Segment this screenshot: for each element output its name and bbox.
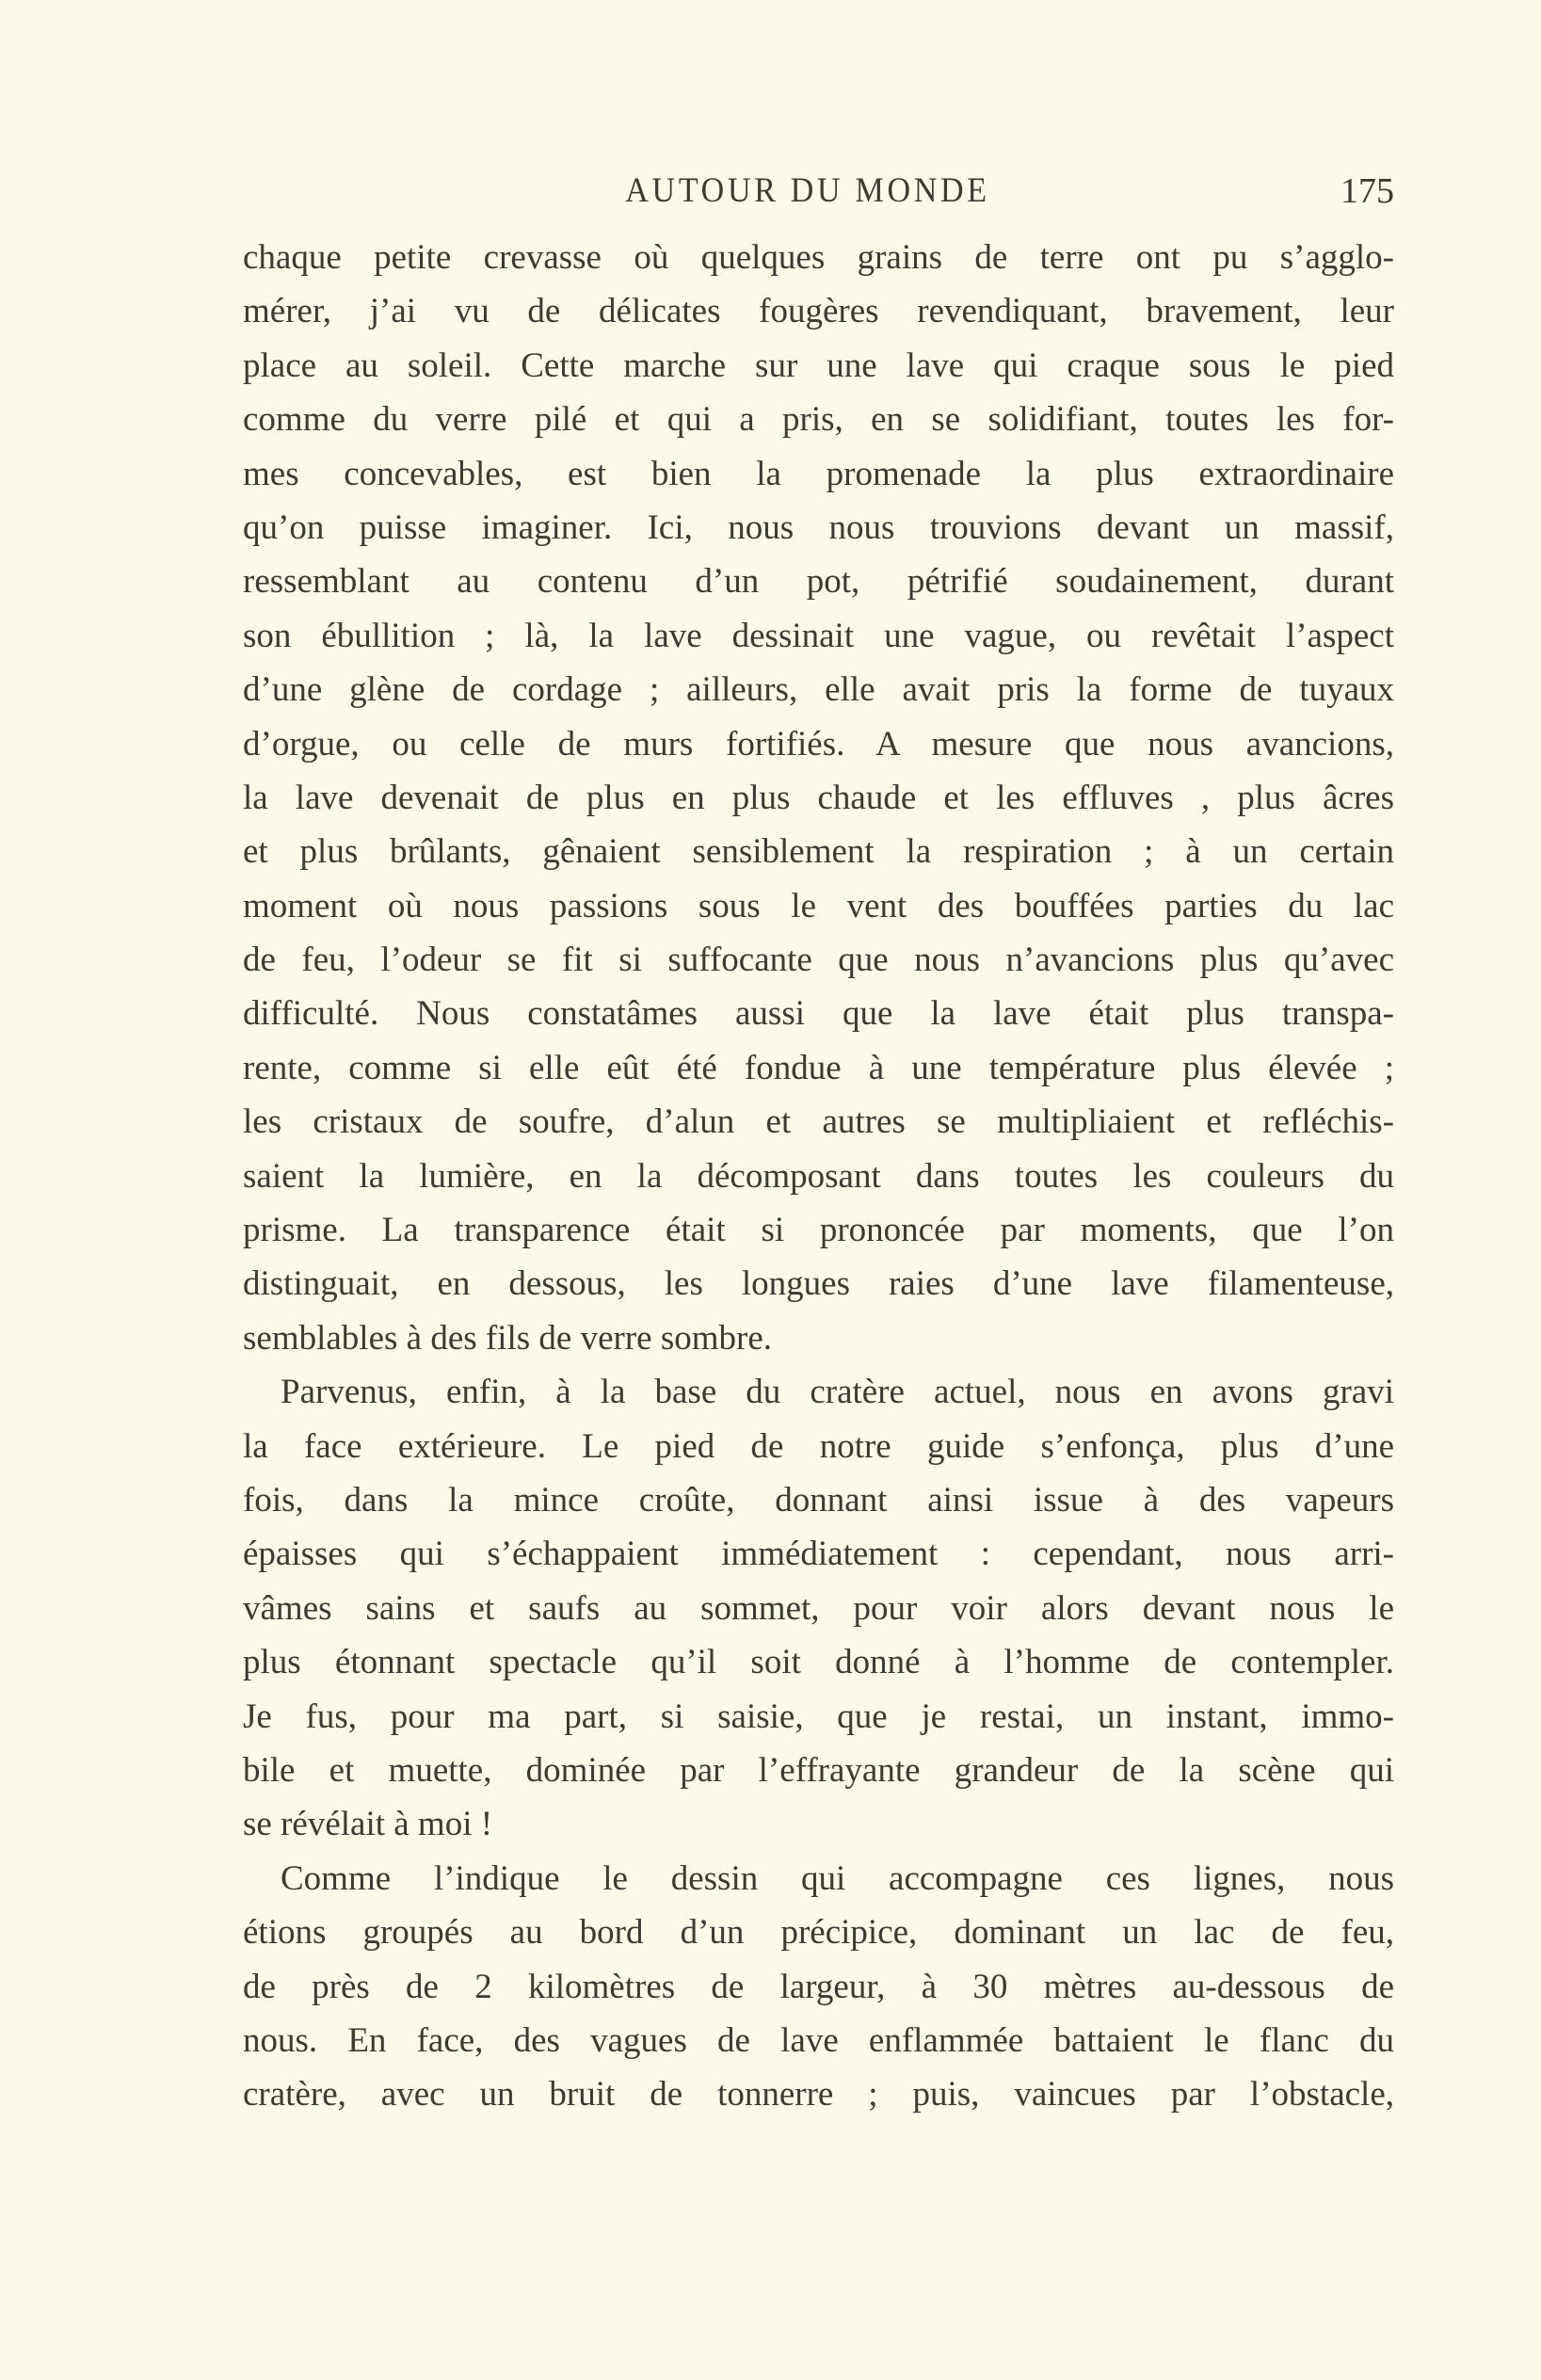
text-line: de feu, l’odeur se fit si suffocante que nous n’avancions plus qu’avec	[243, 941, 1394, 980]
text-line: mes concevables, est bien la promenade la plus extraordinaire	[243, 454, 1394, 493]
text-line: d’une glène de cordage ; ailleurs, elle avait pris la forme de tuyaux	[243, 670, 1394, 710]
text-line: ressemblant au contenu d’un pot, pétrifié soudainement, durant	[243, 562, 1394, 602]
text-line: nous. En face, des vagues de lave enflammée battaient le flanc du	[243, 2020, 1394, 2060]
text-line: chaque petite crevasse où quelques grains de terre ont pu s’agglo-	[243, 238, 1394, 277]
text-line: d’orgue, ou celle de murs fortifiés. A mesure que nous avancions,	[243, 724, 1394, 764]
text-line: et plus brûlants, gênaient sensiblement la respiration ; à un certain	[243, 832, 1394, 872]
text-line: distinguait, en dessous, les longues raies d’une lave filamenteuse,	[243, 1264, 1394, 1304]
text-line: épaisses qui s’échappaient immédiatement : cependant, nous arri-	[243, 1535, 1394, 1574]
text-line: son ébullition ; là, la lave dessinait une vague, ou revêtait l’aspect	[243, 616, 1394, 655]
text-line: se révélait à moi !	[243, 1805, 493, 1844]
text-line: étions groupés au bord d’un précipice, dominant un lac de feu,	[243, 1913, 1394, 1953]
text-line: la lave devenait de plus en plus chaude et les effluves , plus âcres	[243, 778, 1394, 817]
text-line: rente, comme si elle eût été fondue à une température plus élevée ;	[243, 1048, 1394, 1087]
paragraph	[243, 1365, 1394, 1852]
text-line: place au soleil. Cette marche sur une lave qui craque sous le pied	[243, 346, 1394, 385]
text-line: les cristaux de soufre, d’alun et autres se multipliaient et refléchis-	[243, 1102, 1394, 1142]
text-line: difficulté. Nous constatâmes aussi que la lave était plus transpa-	[243, 994, 1394, 1034]
text-line: plus étonnant spectacle qu’il soit donné à l’homme de contempler.	[243, 1643, 1394, 1682]
text-line: saient la lumière, en la décomposant dans toutes les couleurs du	[243, 1156, 1394, 1196]
text-line: cratère, avec un bruit de tonnerre ; puis, vaincues par l’obstacle,	[243, 2075, 1394, 2115]
text-line: bile et muette, dominée par l’effrayante grandeur de la scène qui	[243, 1750, 1394, 1790]
text-line: comme du verre pilé et qui a pris, en se solidifiant, toutes les for-	[243, 400, 1394, 440]
text-line: moment où nous passions sous le vent des bouffées parties du lac	[243, 886, 1394, 925]
text-line: fois, dans la mince croûte, donnant ainsi issue à des vapeurs	[243, 1480, 1394, 1520]
text-line: mérer, j’ai vu de délicates fougères revendiquant, bravement, leur	[243, 292, 1394, 331]
text-line: vâmes sains et saufs au sommet, pour voir alors devant nous le	[243, 1588, 1394, 1628]
running-head	[243, 168, 1394, 215]
text-line: qu’on puisse imaginer. Ici, nous nous trouvions devant un massif,	[243, 507, 1394, 547]
page-number: 175	[1340, 171, 1394, 211]
body-text	[243, 231, 1394, 2122]
text-line: de près de 2 kilomètres de largeur, à 30 mètres au-dessous de	[243, 1967, 1394, 2006]
text-line: semblables à des fils de verre sombre.	[243, 1318, 773, 1358]
text-line: Je fus, pour ma part, si saisie, que je restai, un instant, immo-	[243, 1697, 1394, 1736]
running-head-title: AUTOUR DU MONDE	[625, 171, 990, 210]
text-line: la face extérieure. Le pied de notre guide s’enfonça, plus d’une	[243, 1426, 1394, 1466]
text-line: prisme. La transparence était si prononcée par moments, que l’on	[243, 1211, 1394, 1250]
paragraph	[243, 231, 1394, 1365]
text-line: Comme l’indique le dessin qui accompagne ces lignes, nous	[281, 1858, 1394, 1898]
text-line: Parvenus, enfin, à la base du cratère actuel, nous en avons gravi	[281, 1373, 1394, 1412]
paragraph	[243, 1852, 1394, 2122]
